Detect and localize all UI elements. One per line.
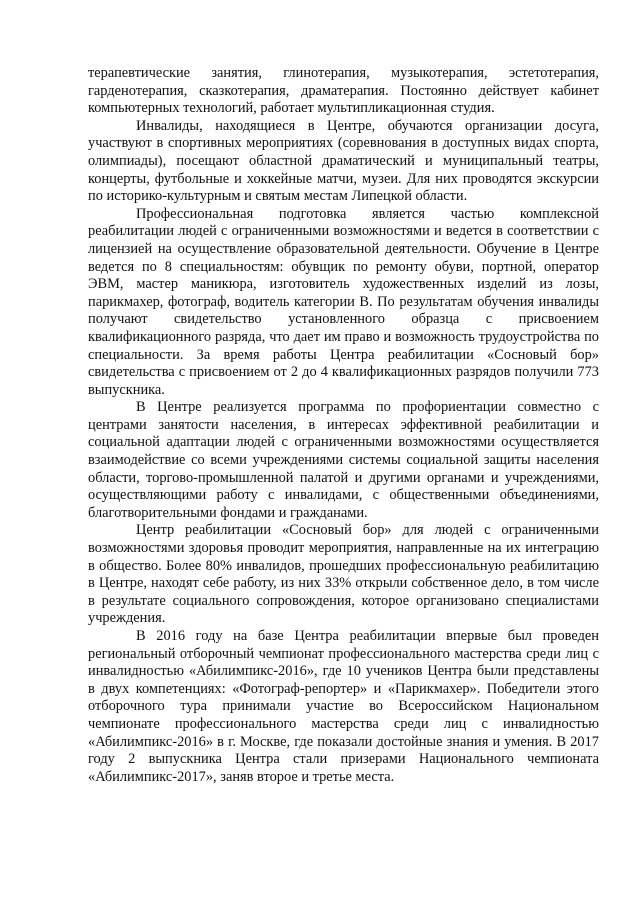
document-body — [88, 65, 599, 786]
paragraph-3: Профессиональная подготовка является частью комплексной реабилитации людей с ограниченными возможностями и ведется в соответствии с лицензией на осуществление образовательной деятельности. Обучение в Центре ведется по 8 специальностям: обувщик по ремонту обуви, портной, оператор ЭВМ, мастер маникюра, изготовитель художественных изделий из лозы, парикмахер, фотограф, водитель категории В. По результатам обучения инвалиды получают свидетельство установленного образца с присвоением квалификационного разряда, что дает им право и возможность трудоустройства по специальности. За время работы Центра реабилитации «Сосновый бор» свидетельства с присвоением от 2 до 4 квалификационных разрядов получили 773 выпускника. — [88, 205, 599, 398]
paragraph-1: терапевтические занятия, глинотерапия, музыкотерапия, эстетотерапия, гарденотерапия, сказкотерапия, драматерапия. Постоянно действует кабинет компьютерных технологий, работает мультипликационная студия. — [88, 65, 599, 117]
paragraph-6: В 2016 году на базе Центра реабилитации впервые был проведен региональный отборочный чемпионат профессионального мастерства среди лиц с инвалидностью «Абилимпикс-2016», где 10 учеников Центра были представлены в двух компетенциях: «Фотограф-репортер» и «Парикмахер». Победители этого отборочного тура принимали участие во Всероссийском Национальном чемпионате профессионального мастерства среди лиц с инвалидностью «Абилимпикс-2016» в г. Москве, где показали достойные знания и умения. В 2017 году 2 выпускника Центра стали призерами Национального чемпионата «Абилимпикс-2017», заняв второе и третье места. — [88, 628, 599, 785]
paragraph-2: Инвалиды, находящиеся в Центре, обучаются организации досуга, участвуют в спортивных мероприятиях (соревнования в доступных видах спорта, олимпиады), посещают областной драматический и муниципальный театры, концерты, футбольные и хоккейные матчи, музеи. Для них проводятся экскурсии по историко-культурным и святым местам Липецкой области. — [88, 117, 599, 205]
paragraph-5: Центр реабилитации «Сосновый бор» для людей с ограниченными возможностями здоровья проводит мероприятия, направленные на их интеграцию в общество. Более 80% инвалидов, прошедших профессиональную реабилитацию в Центре, находят себе работу, из них 33% открыли собственное дело, в том числе в результате социального сопровождения, которое организовано специалистами учреждения. — [88, 522, 599, 627]
paragraph-4: В Центре реализуется программа по профориентации совместно с центрами занятости населения, в интересах эффективной реабилитации и социальной адаптации людей с ограниченными возможностями осуществляется взаимодействие со всеми учреждениями системы социальной защиты населения области, торгово-промышленной палатой и другими органами и учреждениями, осуществляющими работу с инвалидами, с общественными объединениями, благотворительными фондами и гражданами. — [88, 399, 599, 521]
